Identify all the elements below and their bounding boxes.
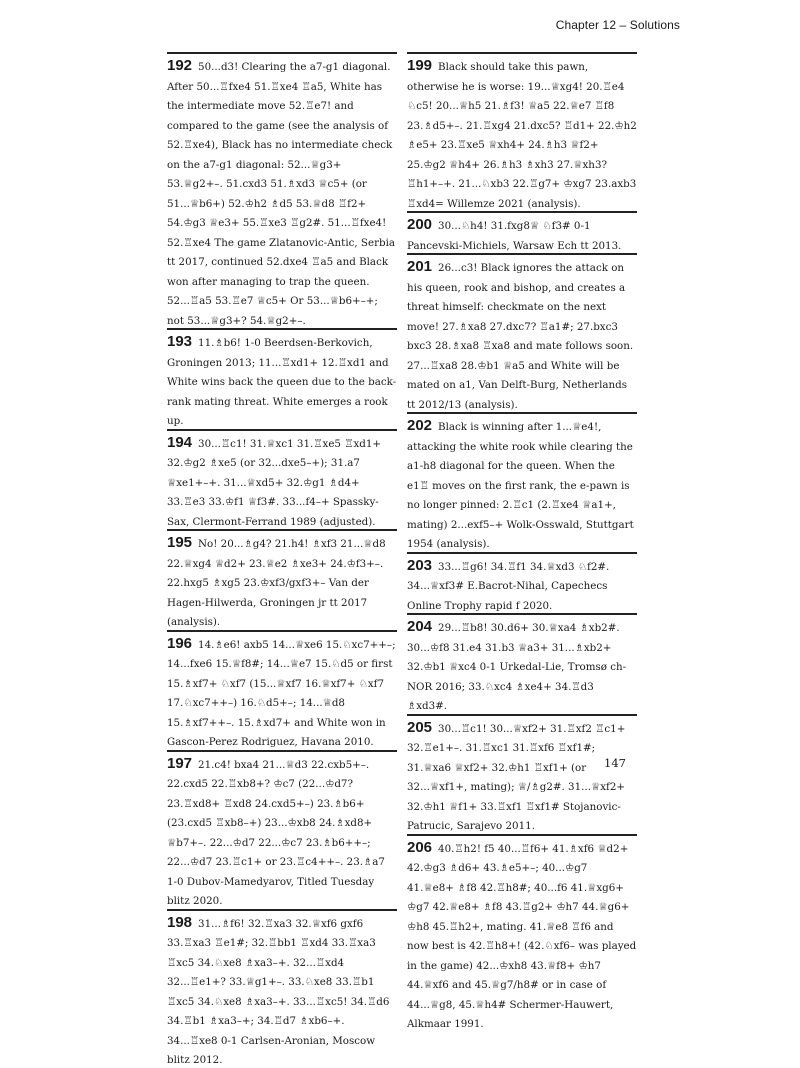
solution-text: 30...♖c1! 31.♕xc1 31.♖xe5 ♖xd1+ 32.♔g2 ♗xe5 (or 32...dxe5–+); 31.a7 ♕xe1+–+. 31...♕xd5+ 32.♔g1 ♗d4+ 33.♖e3 33.♔f1 ♕f3#. 33...f4–+ Spassky-Sax, Clermont-Ferrand 1989 (adjusted).	[167, 437, 382, 528]
solution-block	[167, 909, 397, 1068]
solution-number: 197	[167, 754, 193, 772]
solution-block	[407, 412, 637, 552]
page-number: 147	[604, 756, 626, 770]
solution-text: 11.♗b6! 1-0 Beerdsen-Berkovich, Groningen 2013; 11...♖xd1+ 12.♖xd1 and White wins back the queen due to the back-rank mating threat. White emerges a rook up.	[167, 337, 397, 427]
solution-block	[407, 834, 637, 1032]
solution-block	[167, 429, 397, 530]
solution-number: 206	[407, 838, 433, 856]
right-column	[407, 52, 637, 1032]
solution-number: 202	[407, 417, 433, 434]
solution-number: 201	[407, 258, 433, 275]
solution-text: 14.♗e6! axb5 14...♕xe6 15.♘xc7++–; 14...fxe6 15.♕f8#; 14...♕e7 15.♘d5 or first 15.♗xf7+ ♘xf7 (15...♕xf7 16.♕xf7+ ♘xf7 17.♘xc7++–) 16.♘d5+–; 14...♕d8 15.♗xf7++–. 15.♗xd7+ and White won in Gascon-Perez Rodriguez, Havana 2010.	[167, 638, 396, 748]
chapter-header: Chapter 12 – Solutions	[555, 18, 680, 32]
solution-block	[407, 552, 637, 614]
solution-text: 30...♖c1! 30...♕xf2+ 31.♖xf2 ♖c1+ 32.♖e1+–. 31.♖xc1 31.♖xf6 ♖xf1#; 31.♕xa6 ♕xf2+ 32.♔h1 ♖xf1+ (or 32...♕xf1+, mating); ♕/♗g2#. 31...♕xf2+ 32.♔h1 ♕f1+ 33.♖xf1 ♖xf1# Stojanovic-Patrucic, Sarajevo 2011.	[407, 722, 626, 832]
solution-text: 50...d3! Clearing the a7-g1 diagonal. After 50...♖fxe4 51.♖xe4 ♖a5, White has the intermediate move 52.♖e7! and compared to the game (see the analysis of 52.♖xe4), Black has no intermediate check on the a7-g1 diagonal: 52...♕g3+ 53.♕g2+–. 51.cxd3 51.♗xd3 ♕c5+ (or 51...♕b6+) 52.♔h2 ♗d5 53.♕d8 ♖f2+ 54.♔g3 ♕e3+ 55.♖xe3 ♖g2#. 51...♖fxe4! 52.♖xe4 The game Zlatanovic-Antic, Serbia tt 2017, continued 52.dxe4 ♖a5 and Black won after managing to trap the queen. 52...♖a5 53.♖e7 ♕c5+ Or 53...♕b6+–+; not 53...♕g3+? 54.♕g2+–.	[167, 61, 396, 327]
solution-block	[407, 714, 637, 834]
solution-text: 26...c3! Black ignores the attack on his queen, rook and bishop, and creates a threat himself: checkmate on the next move! 27.♗xa8 27.dxc7? ♖a1#; 27.bxc3 bxc3 28.♗xa8 ♖xa8 and mate follows soon. 27...♖xa8 28.♔b1 ♕a5 and White will be mated on a1, Van Delft-Burg, Netherlands tt 2012/13 (analysis).	[407, 262, 634, 411]
solution-number: 203	[407, 556, 433, 574]
solution-block	[407, 613, 637, 714]
solution-number: 198	[167, 913, 193, 931]
solution-text: 30...♘h4! 31.fxg8♕ ♘f3# 0-1 Pancevski-Michiels, Warsaw Ech tt 2013.	[407, 220, 622, 252]
solution-number: 193	[167, 333, 193, 350]
solution-text: 40.♖h2! f5 40...♖f6+ 41.♗xf6 ♕d2+ 42.♔g3 ♗d6+ 43.♗e5+–; 40...♔g7 41.♕e8+ ♗f8 42.♖h8#; 40...f6 41.♕xg6+ ♔g7 42.♕e8+ ♗f8 43.♖g2+ ♔h7 44.♕g6+ ♔h8 45.♖h2+, mating. 41.♕e8 ♖f6 and now best is 42.♖h8+! (42.♘xf6– was played in the game) 42...♔xh8 43.♕f8+ ♔h7 44.♕xf6 and 45.♕g7/h8# or in case of 44...♕g8, 45.♕h4# Schermer-Hauwert, Alkmaar 1991.	[407, 842, 637, 1030]
solution-text: Black should take this pawn, otherwise he is worse: 19...♕xg4! 20.♖e4 ♘c5! 20...♕h5 21.♗f3! ♕a5 22.♕e7 ♖f8 23.♗d5+–. 21.♖xg4 21.dxc5? ♖d1+ 22.♔h2 ♗e5+ 23.♖xe5 ♕xh4+ 24.♗h3 ♕f2+ 25.♔g2 ♕h4+ 26.♗h3 ♗xh3 27.♕xh3? ♖h1+–+. 21...♘xb3 22.♖g7+ ♔xg7 23.axb3 ♖xd4= Willemze 2021 (analysis).	[407, 61, 637, 210]
solution-block	[167, 750, 397, 909]
solution-number: 196	[167, 634, 193, 652]
solution-text: 29...♖b8! 30.d6+ 30.♕xa4 ♗xb2#. 30...♔f8 31.e4 31.b3 ♕a3+ 31...♗xb2+ 32.♔b1 ♕xc4 0-1 Urkedal-Lie, Tromsø ch-NOR 2016; 33.♘xc4 ♗xe4+ 34.♖d3 ♗xd3#.	[407, 622, 627, 712]
solution-number: 204	[407, 618, 433, 635]
solution-number: 200	[407, 216, 433, 233]
solution-block	[167, 630, 397, 750]
solution-number: 205	[407, 718, 433, 736]
solution-block	[407, 211, 637, 253]
solution-block	[407, 52, 637, 211]
solution-text: 33...♖g6! 34.♖f1 34.♕xd3 ♘f2#. 34...♕xf3# E.Bacrot-Nihal, Capechecs Online Trophy rapid f 2020.	[407, 560, 610, 612]
solution-text: No! 20...♗g4? 21.h4! ♗xf3 21...♕d8 22.♕xg4 ♕d2+ 23.♕e2 ♗xe3+ 24.♔f3+–. 22.hxg5 ♗xg5 23.♔xf3/gxf3+– Van der Hagen-Hilwerda, Groningen jr tt 2017 (analysis).	[167, 538, 386, 628]
solution-block	[167, 529, 397, 630]
solution-number: 195	[167, 534, 193, 551]
solution-text: 31...♗f6! 32.♖xa3 32.♕xf6 gxf6 33.♖xa3 ♖e1#; 32.♖bb1 ♖xd4 33.♖xa3 ♖xc5 34.♘xe8 ♗xa3–+. 32...♖xd4 32...♖e1+? 33.♕g1+–. 33.♘xe8 33.♖b1 ♖xc5 34.♘xe8 ♗xa3–+. 33...♖xc5! 34.♖d6 34.♖b1 ♗xa3–+; 34.♖d7 ♗xb6–+. 34...♖xe8 0-1 Carlsen-Aronian, Moscow blitz 2012.	[167, 917, 390, 1066]
solution-number: 199	[407, 57, 433, 74]
solution-text: Black is winning after 1...♕e4!, attacking the white rook while clearing the a1-h8 diagonal for the queen. When the e1♖ moves on the first rank, the e-pawn is no longer pinned: 2.♖c1 (2.♖xe4 ♕a1+, mating) 2...exf5–+ Wolk-Osswald, Stuttgart 1954 (analysis).	[407, 421, 634, 550]
solution-block	[407, 253, 637, 412]
solution-text: 21.c4! bxa4 21...♕d3 22.cxb5+–. 22.cxd5 22.♖xb8+? ♔c7 (22...♔d7? 23.♖xd8+ ♖xd8 24.cxd5+–) 23.♗b6+ (23.cxd5 ♖xb8–+) 23...♔xb8 24.♗xd8+ ♕b7+–. 22...♔d7 22...♔c7 23.♗b6++–; 22...♔d7 23.♖c1+ or 23.♖c4++–. 23.♗a7 1-0 Dubov-Mamedyarov, Titled Tuesday blitz 2020.	[167, 758, 385, 907]
solution-number: 194	[167, 433, 193, 451]
solution-block	[167, 52, 397, 328]
left-column	[167, 52, 397, 1068]
solution-number: 192	[167, 57, 193, 74]
solution-block	[167, 328, 397, 429]
